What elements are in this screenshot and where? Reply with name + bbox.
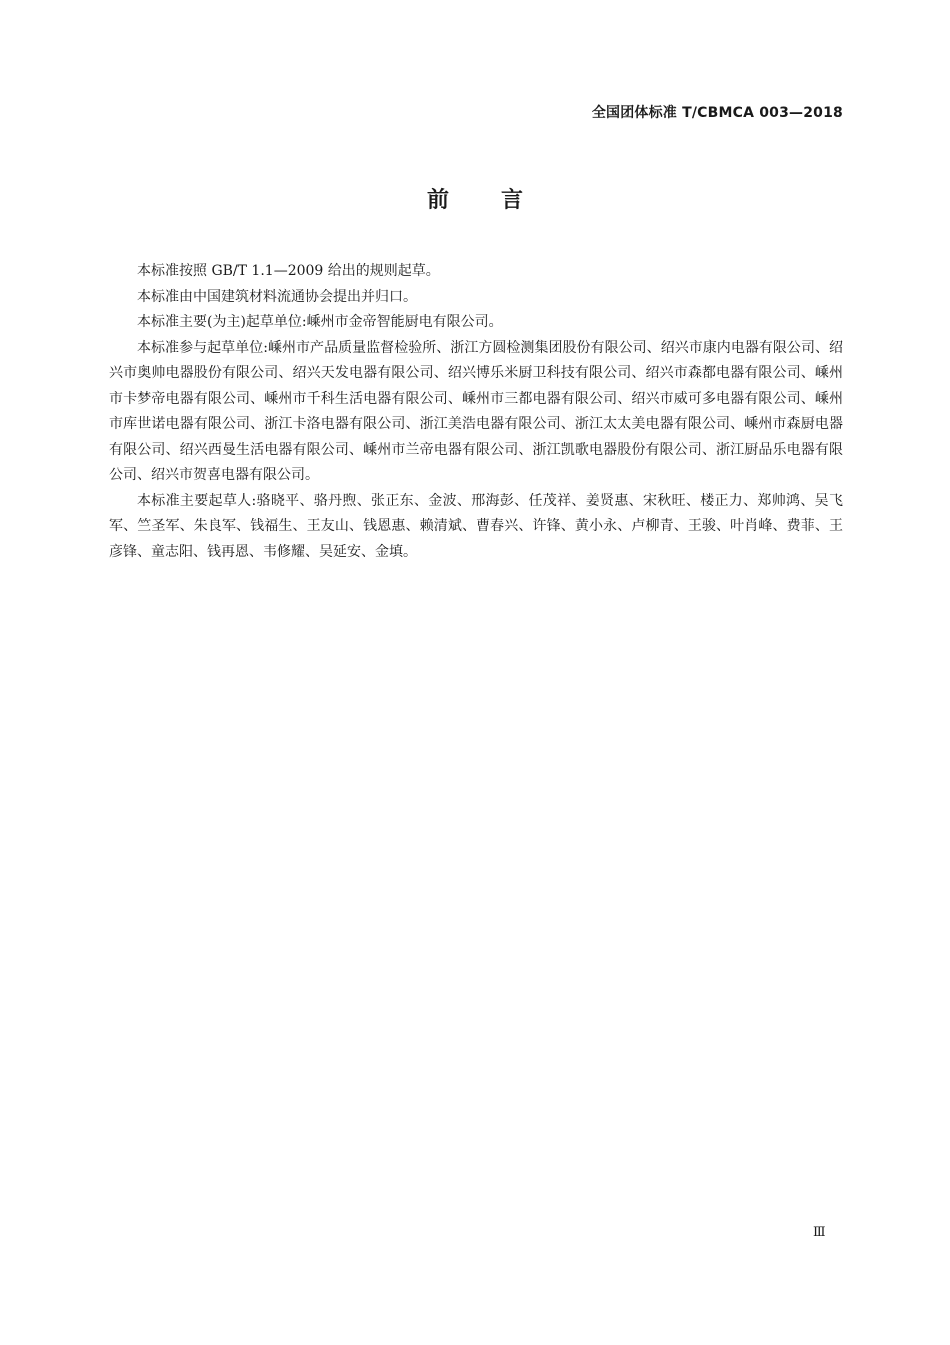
- page-title: 前言: [426, 188, 575, 213]
- standard-number-header: 全国团体标准 T/CBMCA 003—2018: [591, 105, 843, 121]
- paragraph-proposer: 本标准由中国建筑材料流通协会提出并归口。: [137, 288, 417, 305]
- paragraph-main-drafting-unit: 本标准主要(为主)起草单位:嵊州市金帝智能厨电有限公司。: [137, 314, 503, 330]
- page-number: Ⅲ: [813, 1225, 826, 1240]
- foreword-body: [109, 259, 843, 565]
- paragraph-drafting-rules: 本标准按照 GB/T 1.1—2009 给出的规则起草。: [137, 263, 440, 279]
- paragraph-main-drafters: 本标准主要起草人:骆晓平、骆丹煦、张正东、金波、邢海彭、任茂祥、姜贤惠、宋秋旺、楼正力、郑帅鸿、吴飞军、竺圣军、朱良军、钱福生、王友山、钱恩惠、赖清斌、曹春兴、许锋、黄小永、卢柳青、王骏、叶肖峰、费菲、王彦锋、童志阳、钱再恩、韦修耀、吴延安、金填。: [109, 492, 843, 560]
- paragraph-participating-units: 本标准参与起草单位:嵊州市产品质量监督检验所、浙江方圆检测集团股份有限公司、绍兴市康内电器有限公司、绍兴市奥帅电器股份有限公司、绍兴天发电器有限公司、绍兴博乐米厨卫科技有限公司、绍兴市森都电器有限公司、嵊州市卡梦帝电器有限公司、嵊州市千科生活电器有限公司、嵊州市三都电器有限公司、绍兴市威可多电器有限公司、嵊州市库世诺电器有限公司、浙江卡洛电器有限公司、浙江美浩电器有限公司、浙江太太美电器有限公司、嵊州市森厨电器有限公司、绍兴西曼生活电器有限公司、嵊州市兰帝电器有限公司、浙江凯歌电器股份有限公司、浙江厨品乐电器有限公司、绍兴市贺喜电器有限公司。: [109, 339, 843, 483]
